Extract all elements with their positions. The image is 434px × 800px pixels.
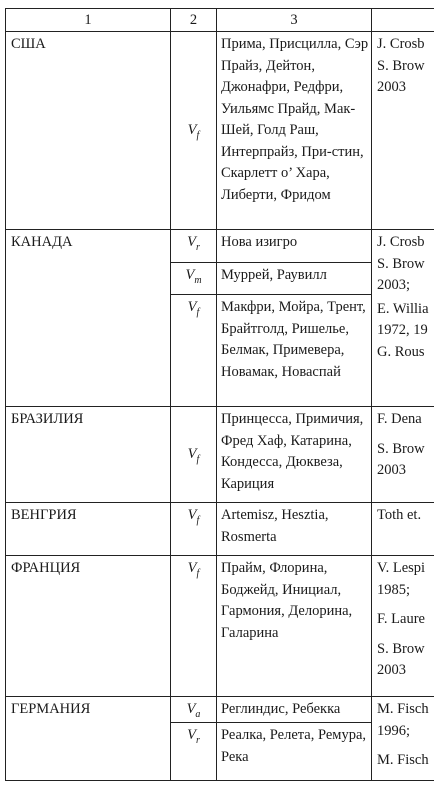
variety-letter: V <box>187 727 196 743</box>
column-header-4 <box>372 9 434 32</box>
variety-subscript: a <box>195 708 201 720</box>
variety-code-cell <box>171 556 217 697</box>
table-row <box>6 230 434 263</box>
source-line: 1972, 19 <box>377 322 428 338</box>
sources-cell <box>372 407 434 503</box>
variety-subscript: f <box>196 453 200 465</box>
variety-subscript: m <box>194 274 202 286</box>
country-cell: КАНАДА <box>6 230 171 407</box>
source-line: 2003 <box>377 462 406 478</box>
table-row <box>6 556 434 697</box>
source-line: F. Dena <box>377 411 422 427</box>
variety-code-cell <box>171 407 217 503</box>
table-row <box>6 407 434 503</box>
variety-code-cell <box>171 697 217 723</box>
variety-subscript: f <box>196 306 200 318</box>
cultivars-cell: Принцесса, Примичия, Фред Хаф, Катарина, Кондесса, Дюквеза, Кариция <box>217 407 372 503</box>
variety-code-cell <box>171 32 217 230</box>
source-line: 2003 <box>377 662 406 678</box>
source-line: 1996; <box>377 722 411 739</box>
variety-subscript: f <box>196 129 200 141</box>
source-line: 2003 <box>377 79 406 95</box>
variety-letter: V <box>187 560 197 576</box>
cultivars-cell: Artemisz, Hesztia, Rosmerta <box>217 503 372 556</box>
source-line: S. Brow <box>377 440 425 457</box>
variety-code-cell <box>171 263 217 295</box>
country-cell: ВЕНГРИЯ <box>6 503 171 556</box>
variety-letter: V <box>187 507 197 523</box>
source-line: M. Fisch <box>377 752 429 768</box>
country-cell: США <box>6 32 171 230</box>
country-cell: ГЕРМАНИЯ <box>6 697 171 781</box>
variety-code-cell <box>171 295 217 407</box>
variety-code-cell <box>171 503 217 556</box>
sources-cell <box>372 32 434 230</box>
sources-cell: Toth et. <box>372 503 434 556</box>
source-line: G. Rous <box>377 343 425 360</box>
source-line: 1985; <box>377 581 411 598</box>
header-row <box>6 9 434 32</box>
cultivars-cell: Прима, Присцилла, Сэр Прайз, Дейтон, Джонафри, Редфри, Уильямс Прайд, Мак-Шей, Голд Раш, Интерпрайз, При-стин, Скарлетт о’ Хара, Либерти, Фридом <box>217 32 372 230</box>
variety-letter: V <box>187 445 197 462</box>
source-line: J. Crosb <box>377 234 425 250</box>
source-line: E. Willia <box>377 300 429 317</box>
country-cell: ФРАНЦИЯ <box>6 556 171 697</box>
source-line: V. Lespi <box>377 560 426 576</box>
country-cell: БРАЗИЛИЯ <box>6 407 171 503</box>
variety-code-cell <box>171 230 217 263</box>
sources-cell <box>372 230 434 407</box>
variety-subscript: f <box>196 567 200 579</box>
source-line: S. Brow <box>377 255 425 272</box>
cultivars-cell: Прайм, Флорина, Боджейд, Инициал, Гармония, Делорина, Галарина <box>217 556 372 697</box>
sources-cell <box>372 697 434 781</box>
cultivars-cell: Макфри, Мойра, Трент, Брайтголд, Ришелье, Белмак, Примевера, Новамак, Новаспай <box>217 295 372 407</box>
cultivar-table <box>5 8 434 781</box>
cultivars-cell: Реалка, Релета, Ремура, Река <box>217 723 372 781</box>
table-row <box>6 32 434 230</box>
variety-letter: V <box>187 234 196 250</box>
variety-letter: V <box>187 121 197 138</box>
column-header-2: 2 <box>171 9 217 32</box>
source-line: 2003; <box>377 277 411 293</box>
variety-letter: V <box>187 299 197 315</box>
variety-letter: V <box>186 701 196 717</box>
cultivars-cell: Муррей, Раувилл <box>217 263 372 295</box>
variety-code-cell <box>171 723 217 781</box>
source-line: S. Brow <box>377 640 425 657</box>
variety-subscript: r <box>195 241 200 253</box>
table-row <box>6 697 434 723</box>
source-line: J. Crosb <box>377 36 425 52</box>
sources-cell <box>372 556 434 697</box>
source-line: F. Laure <box>377 611 425 627</box>
variety-letter: V <box>185 267 195 283</box>
variety-subscript: r <box>195 734 200 746</box>
cultivars-cell: Реглиндис, Ребекка <box>217 697 372 723</box>
cultivars-cell: Нова изигро <box>217 230 372 263</box>
column-header-3: 3 <box>217 9 372 32</box>
table-row <box>6 503 434 556</box>
variety-subscript: f <box>196 514 200 526</box>
column-header-1: 1 <box>6 9 171 32</box>
source-line: S. Brow <box>377 57 425 74</box>
source-line: M. Fisch <box>377 701 429 717</box>
